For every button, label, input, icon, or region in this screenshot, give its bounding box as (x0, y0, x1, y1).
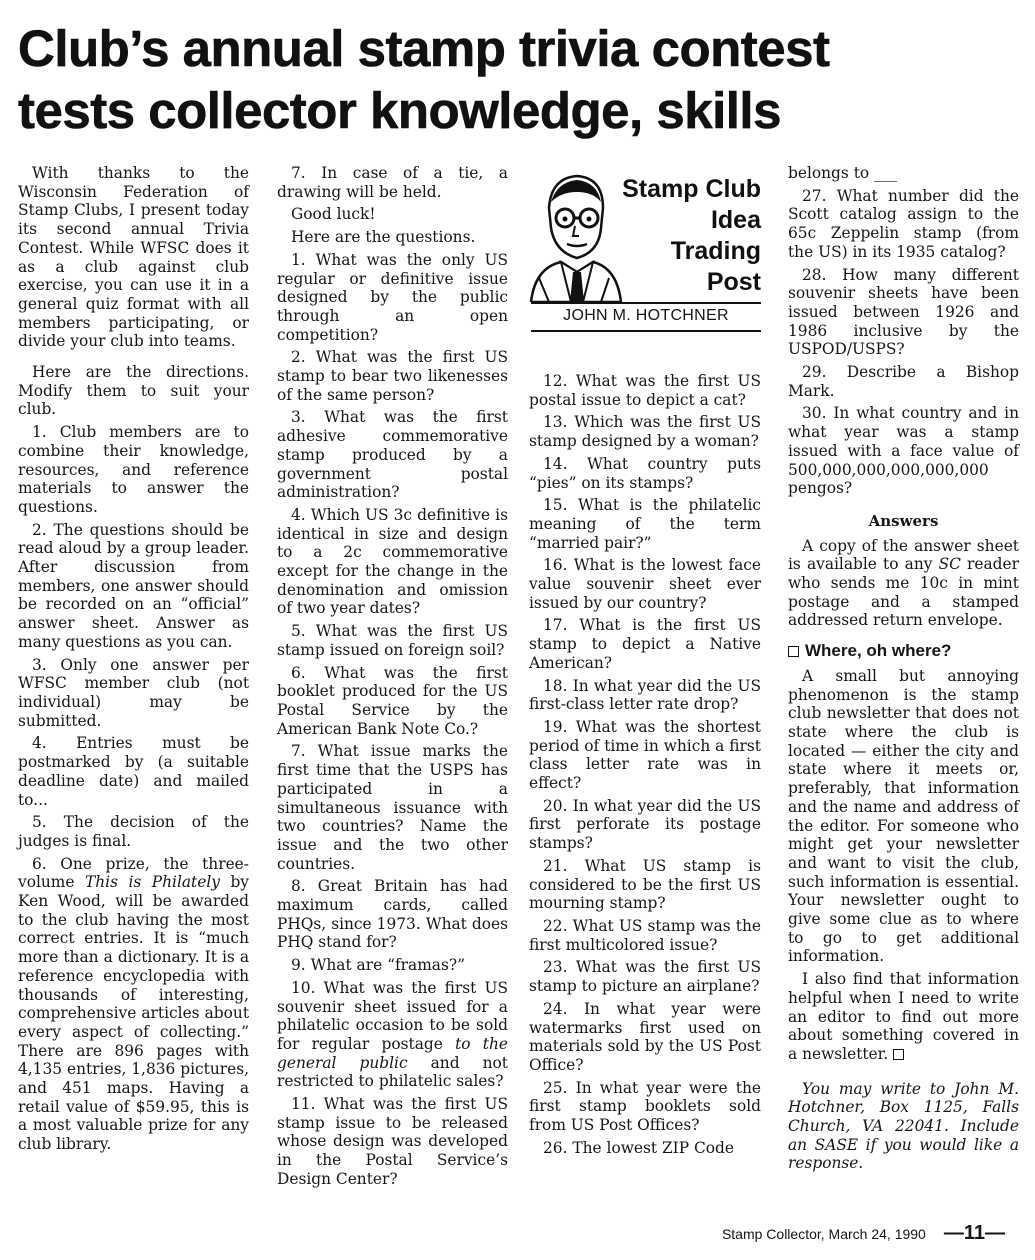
direction-1: 1. Club members are to combine their knowledge, resources, and reference materials to answer the questions. (18, 423, 249, 516)
direction-4: 4. Entries must be postmarked by (a suitable deadline date) and mailed to... (18, 734, 249, 809)
where-paragraph-2-text: I also find that information helpful when I need to write an editor to find out more about something covered in a newsletter. (788, 970, 1019, 1063)
question-20: 20. In what year did the US first perforate its postage stamps? (529, 796, 761, 853)
question-10-text-a: 10. What was the first US souvenir sheet issued for a philatelic occasion to be sold for regular postage (277, 978, 508, 1053)
good-luck: Good luck! (291, 205, 376, 224)
question-26: 26. The lowest ZIP Code (543, 1138, 735, 1157)
answers-text-a: A copy of the answer sheet is available to any (788, 536, 1019, 574)
questions-intro: Here are the questions. (291, 228, 476, 247)
column-title-line-1: Stamp Club (622, 175, 761, 203)
question-5: 5. What was the first US stamp issued on foreign soil? (277, 622, 508, 659)
publication-dateline: Stamp Collector, March 24, 1990 (721, 1226, 926, 1242)
where-paragraph-1: A small but annoying phenomenon is the stamp club newsletter that does not state where the club is located — either the city and state where it meets or, preferably, that information and the name and address of the editor. For someone who might get your newsletter and want to visit the club, such information is essential. Your newsletter ought to give some clue as to where to go to get additional information. (788, 666, 1019, 966)
direction-5: 5. The decision of the judges is final. (18, 813, 249, 850)
article-column-4 (788, 164, 1019, 1177)
question-14: 14. What country puts “pies” on its stamps? (529, 454, 761, 492)
direction-6-text-a: 6. One prize, the three-volume (18, 854, 249, 892)
answers-heading: Answers (868, 511, 939, 530)
question-28: 28. How many different souvenir sheets have been issued between 1926 and 1986 inclusive by the USPOD/USPS? (788, 265, 1019, 359)
question-12: 12. What was the first US postal issue to depict a cat? (529, 372, 761, 409)
answers-text-b: reader who sends me 10c in mint postage and a stamped addressed return envelope. (788, 555, 1019, 630)
article-column-1 (18, 164, 249, 1158)
question-11: 11. What was the first US stamp issue to be released whose design was developed in the Postal Service’s Design Center? (277, 1095, 508, 1188)
column-title-line-3: Trading (670, 237, 761, 265)
direction-3: 3. Only one answer per WFSC member club (not individual) may be submitted. (18, 655, 249, 730)
question-2: 2. What was the first US stamp to bear two likenesses of the same person? (277, 348, 508, 404)
question-27: 27. What number did the Scott catalog assign to the 65c Zeppelin stamp (from the US) in its 1935 catalog? (788, 186, 1019, 261)
direction-6-text-b: by Ken Wood, will be awarded to the club having the most correct entries. It is “much more than a dictionary. It is a reference encyclopedia with thousands of interesting, comprehensive articles about every aspect of collecting.” There are 896 pages with 4,135 entries, 1,836 pictures, and 451 maps. Having a retail value of $59.95, this is a most valuable prize for any club library. (18, 873, 249, 1154)
question-10 (277, 979, 508, 1091)
author-portrait (527, 168, 623, 302)
byline-rule-top (531, 302, 761, 304)
where-paragraph-2 (788, 970, 1019, 1064)
intro-paragraph: With thanks to the Wisconsin Federation of Stamp Clubs, I present today its second annual Trivia Contest. While WFSC does it as a club against club exercise, you can use it in a general quiz format with all members participating, or divide your club into teams. (18, 164, 249, 351)
column-title (611, 174, 761, 298)
direction-2: 2. The questions should be read aloud by a group leader. After discussion from members, one answer should be recorded on an “official” answer sheet. Answer as many questions as you can. (18, 520, 249, 651)
column-title-line-4: Post (706, 268, 761, 296)
direction-6 (18, 855, 249, 1154)
where-heading-text: Where, oh where? (805, 641, 952, 661)
direction-7: 7. In case of a tie, a drawing will be held. (277, 164, 508, 201)
article-column-3 (529, 372, 761, 1161)
headline-line-1: Club’s annual stamp trivia contest (18, 20, 830, 77)
question-15: 15. What is the philatelic meaning of the term “married pair?” (529, 496, 761, 552)
question-21: 21. What US stamp is considered to be the first US mourning stamp? (529, 856, 761, 913)
end-mark-icon (893, 1049, 904, 1060)
question-3: 3. What was the first adhesive commemorative stamp produced by a government postal administration? (277, 408, 508, 502)
byline-rule-bottom (531, 330, 761, 332)
question-25: 25. In what year were the first stamp booklets sold from US Post Offices? (529, 1078, 761, 1135)
contact-note: You may write to John M. Hotchner, Box 1125, Falls Church, VA 22041. Include an SASE if you would like a response. (788, 1079, 1019, 1173)
page-number: —11— (943, 1222, 1005, 1244)
article-column-2 (277, 164, 508, 1193)
question-6: 6. What was the first booklet produced for the US Postal Service by the American Bank Note Co.? (277, 663, 508, 738)
page-footer (722, 1222, 1005, 1245)
column-promo-box (527, 164, 765, 340)
question-9: 9. What are “framas?” (291, 956, 465, 975)
headline-line-2: tests collector knowledge, skills (18, 82, 781, 139)
directions-intro: Here are the directions. Modify them to suit your club. (18, 363, 249, 419)
author-byline: JOHN M. HOTCHNER (563, 307, 729, 324)
question-23: 23. What was the first US stamp to picture an airplane? (529, 958, 761, 996)
question-22: 22. What US stamp was the first multicolored issue? (529, 916, 761, 954)
question-29: 29. Describe a Bishop Mark. (788, 363, 1019, 400)
question-1: 1. What was the only US regular or definitive issue designed by the public through an open competition? (277, 250, 508, 344)
question-17: 17. What is the first US stamp to depict a Native American? (529, 616, 761, 672)
question-18: 18. In what year did the US first-class letter rate drop? (529, 676, 761, 714)
question-10-emphasis: to the general public (277, 1034, 508, 1072)
answers-emphasis: SC (938, 555, 961, 574)
answers-paragraph (788, 537, 1019, 631)
question-8: 8. Great Britain has had maximum cards, called PHQs, since 1973. What does PHQ stand for? (277, 877, 508, 952)
question-24: 24. In what year were watermarks first used on materials sold by the US Post Office? (529, 999, 761, 1074)
book-title: This is Philately (84, 873, 220, 892)
question-7: 7. What issue marks the first time that the USPS has participated in a simultaneous issuance with two countries? Name the issue and the two other countries. (277, 742, 508, 873)
question-16: 16. What is the lowest face value souvenir sheet ever issued by our country? (529, 556, 761, 612)
question-19: 19. What was the shortest period of time in which a first class letter rate was in effect? (529, 717, 761, 793)
question-13: 13. Which was the first US stamp designed by a woman? (529, 413, 761, 451)
column-title-line-2: Idea (710, 206, 761, 234)
checkbox-bullet-icon (788, 646, 799, 657)
question-30: 30. In what country and in what year was a stamp issued with a face value of 500,000,000,000,000,000 pengos? (788, 404, 1019, 498)
headline (18, 18, 1018, 142)
question-26-continued: belongs to ___ (788, 164, 898, 182)
question-10-text-b: and not restricted to philatelic sales? (277, 1053, 508, 1091)
where-heading (788, 642, 1019, 661)
question-4: 4. Which US 3c definitive is identical in size and design to a 2c commemorative except for the change in the denomination and omission of two year dates? (277, 505, 508, 618)
